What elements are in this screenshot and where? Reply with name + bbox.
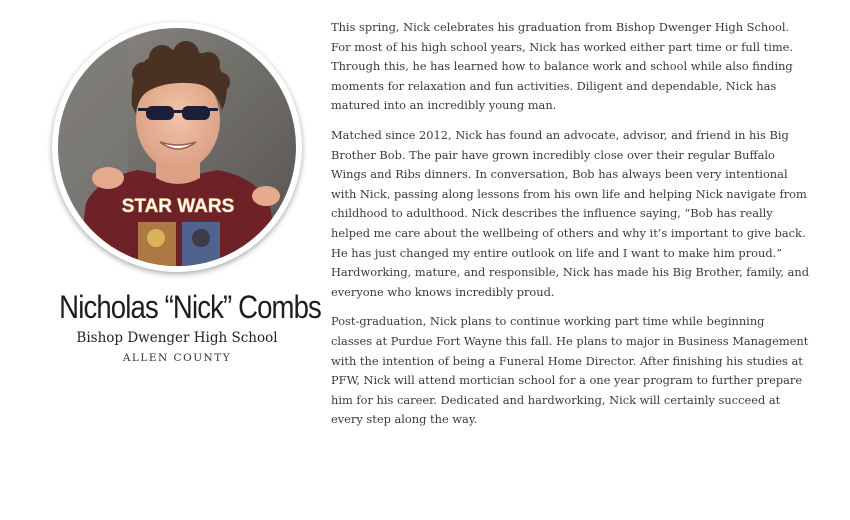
- right-hand: [252, 186, 280, 206]
- county-name: ALLEN COUNTY: [122, 352, 232, 364]
- shirt-logo-text: STAR WARS: [121, 196, 235, 217]
- bio-paragraph-2: Matched since 2012, Nick has found an advocate, advisor, and friend in his Big Brother Bob. The pair have grown incredibly close over their regular Buffalo Wings and Ribs dinners. In conversation, Bob has always been very intentional with Nick, passing along lessons from his own life and helping Nick navigate from childhood to adulthood. Nick describes the influence saying, “Bob has really helped me care about the wellbeing of others and why it’s important to give back. He has just changed my entire outlook on life and I want to make him proud.” Hardworking, mature, and responsible, Nick has made his Big Brother, family, and everyone who knows incredibly proud.: [331, 127, 809, 299]
- profile-photo-illustration: [58, 28, 296, 266]
- bio-paragraph-3: Post-graduation, Nick plans to continue working part time while beginning classes at Purdue Fort Wayne this fall. He plans to major in Business Management with the intention of being a Funeral Home Director. After finishing his studies at PFW, Nick will attend mortician school for a one year program to further prepare him for his career. Dedicated and hardworking, Nick will certainly succeed at every step along the way.: [331, 314, 809, 427]
- profile-photo-frame: [52, 22, 302, 272]
- school-name: Bishop Dwenger High School: [76, 330, 278, 346]
- left-hand: [92, 167, 124, 189]
- bio-paragraph-1: This spring, Nick celebrates his graduation from Bishop Dwenger High School. For most of his high school years, Nick has worked either part time or full time. Through this, he has learned how to balance work and school while also finding moments for relaxation and fun activities. Diligent and dependable, Nick has matured into an incredibly young man.: [331, 20, 794, 113]
- biography: [331, 18, 809, 440]
- student-name: Nicholas “Nick” Combs: [59, 289, 321, 325]
- profile-photo: [58, 28, 296, 266]
